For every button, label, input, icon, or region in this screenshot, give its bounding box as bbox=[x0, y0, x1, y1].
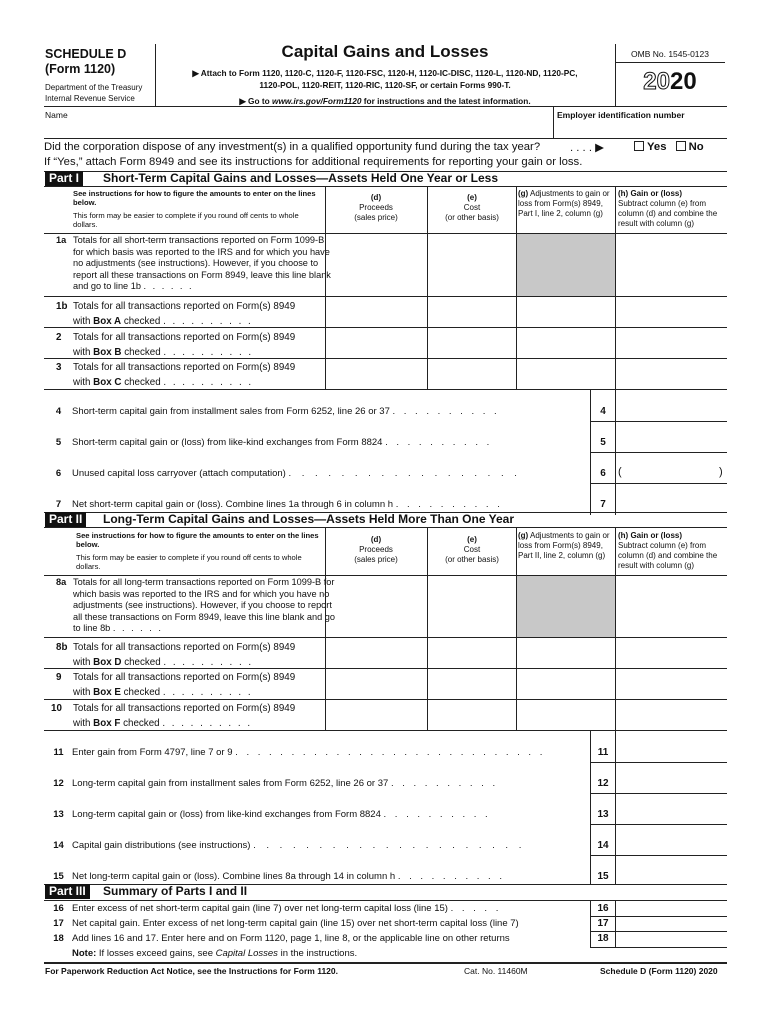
line-8a-shaded bbox=[517, 576, 615, 637]
schedule-title: SCHEDULE D bbox=[45, 47, 127, 61]
ein-label: Employer identification number bbox=[557, 110, 685, 120]
paren-close: ) bbox=[719, 466, 723, 478]
line-17-amount[interactable] bbox=[618, 917, 725, 931]
part1-title: Short-Term Capital Gains and Losses—Assets Held One Year or Less bbox=[103, 171, 499, 185]
line-17: 17 Net capital gain. Enter excess of net long-term capital gain (line 15) over net short-term capital loss (line 7) bbox=[53, 918, 519, 929]
line-10-gain[interactable] bbox=[618, 701, 725, 729]
line-4-amount[interactable] bbox=[618, 401, 725, 421]
part2-title: Long-Term Capital Gains and Losses—Assets Held More Than One Year bbox=[103, 512, 514, 526]
line-10-cost[interactable] bbox=[430, 701, 514, 729]
col-e-header: (e) Cost (or other basis) bbox=[445, 193, 499, 222]
line-1a-gain[interactable] bbox=[618, 236, 725, 294]
paren-open: ( bbox=[618, 466, 622, 478]
dept-irs: Internal Revenue Service bbox=[45, 94, 135, 103]
line-18: 18 Add lines 16 and 17. Enter here and on Form 1120, page 1, line 8, or the applicable line on other returns bbox=[53, 933, 510, 944]
line-8b: 8b Totals for all transactions reported on Form(s) 8949 with Box D checked . . . . . . . . . . bbox=[56, 642, 296, 668]
line-3: 3 Totals for all transactions reported on Form(s) 8949 with Box C checked . . . . . . . . . . bbox=[56, 362, 296, 388]
line-10-proceeds[interactable] bbox=[327, 701, 425, 729]
line-8a: 8a Totals for all long-term transactions reported on Form 1099-B for which basis was reported to the IRS and for which you have no adjustments (see instructions). However, if you choose to report all these transactions on Form 8949, leave this line blank and go to line 8b . . . . . . bbox=[56, 577, 336, 633]
catalog-number: Cat. No. 11460M bbox=[464, 966, 528, 976]
form-reference: (Form 1120) bbox=[45, 62, 116, 76]
line-9-cost[interactable] bbox=[430, 670, 514, 698]
line-6: 6 Unused capital loss carryover (attach computation) . . . . . . . . . . . . . . . . . . bbox=[55, 468, 521, 479]
name-label: Name bbox=[45, 110, 68, 120]
line-11-box: 11 bbox=[597, 747, 609, 758]
line-18-amount[interactable] bbox=[618, 932, 725, 946]
line-9: 9 Totals for all transactions reported on Form(s) 8949 with Box E checked . . . . . . . . . . bbox=[56, 672, 296, 698]
line-14: 14 Capital gain distributions (see instructions) . . . . . . . . . . . . . . . . . . . . . bbox=[53, 840, 526, 851]
line-13: 13 Long-term capital gain or (loss) from like-kind exchanges from Form 8824 . . . . . . . . . . bbox=[53, 809, 491, 820]
qof-dots: . . . . ▶ bbox=[570, 142, 604, 154]
qof-note: If “Yes,” attach Form 8949 and see its instructions for additional requirements for reporting your gain or loss. bbox=[44, 156, 583, 168]
line-7-box: 7 bbox=[600, 499, 606, 510]
line-1a: 1a Totals for all short-term transactions reported on Form 1099-B for which basis was reported to the IRS and for which you have no adjustments (see instructions). However, if you choose to report all these transactions on Form 8949, leave this line blank and go to line 1b . . . . . . bbox=[56, 235, 331, 291]
line-1a-proceeds[interactable] bbox=[327, 236, 425, 294]
line-2-proceeds[interactable] bbox=[327, 329, 425, 357]
ein-field[interactable] bbox=[557, 120, 725, 134]
line-16-box: 16 bbox=[597, 903, 609, 914]
line-2-adjustments[interactable] bbox=[518, 329, 614, 357]
tax-year: 2020 bbox=[643, 68, 697, 95]
line-1b-proceeds[interactable] bbox=[327, 298, 425, 326]
line-3-proceeds[interactable] bbox=[327, 360, 425, 388]
no-label: No bbox=[688, 141, 704, 153]
line-8a-cost[interactable] bbox=[430, 577, 514, 635]
line-2: 2 Totals for all transactions reported on Form(s) 8949 with Box B checked . . . . . . . . . . bbox=[56, 332, 296, 358]
line-2-cost[interactable] bbox=[430, 329, 514, 357]
line-3-adjustments[interactable] bbox=[518, 360, 614, 388]
line-5-box: 5 bbox=[600, 437, 606, 448]
line-16-amount[interactable] bbox=[618, 901, 725, 915]
goto-instructions: ▶ Go to www.irs.gov/Form1120 for instructions and the latest information. bbox=[239, 96, 531, 106]
line-14-box: 14 bbox=[597, 840, 609, 851]
part3-title: Summary of Parts I and II bbox=[103, 884, 248, 898]
line-8b-proceeds[interactable] bbox=[327, 639, 425, 667]
line-5: 5 Short-term capital gain or (loss) from like-kind exchanges from Form 8824 . . . . . . . . . . bbox=[55, 437, 493, 448]
line-11-amount[interactable] bbox=[618, 742, 725, 762]
col-e-header-2: (e) Cost (or other basis) bbox=[445, 535, 499, 564]
line-9-proceeds[interactable] bbox=[327, 670, 425, 698]
line-1b-gain[interactable] bbox=[618, 298, 725, 326]
line-13-amount[interactable] bbox=[618, 804, 725, 824]
col-h-header: (h) Gain or (loss) Subtract column (e) from column (d) and combine the result with column (g) bbox=[618, 189, 718, 228]
yes-checkbox[interactable] bbox=[634, 141, 644, 151]
line-10: 10 Totals for all transactions reported on Form(s) 8949 with Box F checked . . . . . . . . . . bbox=[51, 703, 296, 729]
line-10-adjustments[interactable] bbox=[518, 701, 614, 729]
attach-line-1: ▶ Attach to Form 1120, 1120-C, 1120-F, 1120-FSC, 1120-H, 1120-IC-DISC, 1120-L, 1120-ND, 1120-PC, bbox=[192, 68, 578, 78]
line-13-box: 13 bbox=[597, 809, 609, 820]
line-5-amount[interactable] bbox=[618, 432, 725, 452]
line-1b-cost[interactable] bbox=[430, 298, 514, 326]
line-11: 11 Enter gain from Form 4797, line 7 or 9 . . . . . . . . . . . . . . . . . . . . . . . . . . . . bbox=[53, 747, 546, 758]
line-1a-shaded bbox=[517, 234, 615, 296]
yes-label: Yes bbox=[647, 141, 667, 153]
line-16: 16 Enter excess of net short-term capital gain (line 7) over net long-term capital loss (line 15) . . . . . bbox=[53, 903, 502, 914]
instructions-header: See instructions for how to figure the amounts to enter on the lines below. This form may be easier to complete if you round off cents to whole dollars. bbox=[73, 189, 316, 229]
line-6-amount[interactable] bbox=[624, 463, 716, 483]
line-15-amount[interactable] bbox=[618, 866, 725, 884]
line-1a-cost[interactable] bbox=[430, 236, 514, 294]
line-17-box: 17 bbox=[597, 918, 609, 929]
part2-label: Part II bbox=[45, 512, 86, 527]
irs-link[interactable]: www.irs.gov/Form1120 bbox=[272, 96, 362, 106]
omb-number: OMB No. 1545-0123 bbox=[631, 49, 709, 59]
line-9-gain[interactable] bbox=[618, 670, 725, 698]
col-h-header-2: (h) Gain or (loss) Subtract column (e) from column (d) and combine the result with column (g) bbox=[618, 531, 718, 570]
line-3-cost[interactable] bbox=[430, 360, 514, 388]
line-3-gain[interactable] bbox=[618, 360, 725, 388]
paperwork-notice: For Paperwork Reduction Act Notice, see the Instructions for Form 1120. bbox=[45, 966, 339, 976]
col-d-header-2: (d) Proceeds (sales price) bbox=[354, 535, 398, 564]
line-18-box: 18 bbox=[597, 933, 609, 944]
line-1b: 1b Totals for all transactions reported on Form(s) 8949 with Box A checked . . . . . . . . . . bbox=[56, 301, 296, 327]
line-12-box: 12 bbox=[597, 778, 609, 789]
name-field[interactable] bbox=[45, 120, 550, 134]
line-8a-gain[interactable] bbox=[618, 577, 725, 635]
line-8a-proceeds[interactable] bbox=[327, 577, 425, 635]
no-checkbox[interactable] bbox=[676, 141, 686, 151]
line-15-box: 15 bbox=[597, 871, 609, 882]
line-14-amount[interactable] bbox=[618, 835, 725, 855]
line-1b-adjustments[interactable] bbox=[518, 298, 614, 326]
qof-question: Did the corporation dispose of any investment(s) in a qualified opportunity fund during the tax year? bbox=[44, 141, 541, 153]
qof-answer bbox=[631, 141, 704, 153]
part1-label: Part I bbox=[45, 171, 83, 186]
line-9-adjustments[interactable] bbox=[518, 670, 614, 698]
line-4-box: 4 bbox=[600, 406, 606, 417]
dept-treasury: Department of the Treasury bbox=[45, 83, 143, 92]
part3-label: Part III bbox=[45, 884, 90, 899]
losses-note: Note: If losses exceed gains, see Capital Losses in the instructions. bbox=[72, 948, 358, 959]
line-12-amount[interactable] bbox=[618, 773, 725, 793]
attach-line-2: 1120-POL, 1120-REIT, 1120-RIC, 1120-SF, or certain Forms 990-T. bbox=[259, 80, 511, 90]
form-title: Capital Gains and Losses bbox=[281, 42, 489, 61]
col-g-header-2: (g) Adjustments to gain or loss from Form(s) 8949, Part II, line 2, column (g) bbox=[518, 531, 610, 560]
line-8b-gain[interactable] bbox=[618, 639, 725, 667]
line-7: 7 Net short-term capital gain or (loss). Combine lines 1a through 6 in column h . . . . . . . . . . bbox=[55, 499, 503, 510]
line-2-gain[interactable] bbox=[618, 329, 725, 357]
line-4: 4 Short-term capital gain from installment sales from Form 6252, line 26 or 37 . . . . . . . . . . bbox=[55, 406, 500, 417]
line-7-amount[interactable] bbox=[618, 494, 725, 514]
line-15: 15 Net long-term capital gain or (loss). Combine lines 8a through 14 in column h . . . . . . . . . . bbox=[53, 871, 505, 882]
form-identifier: Schedule D (Form 1120) 2020 bbox=[600, 966, 718, 976]
col-d-header: (d) Proceeds (sales price) bbox=[354, 193, 398, 222]
line-8b-cost[interactable] bbox=[430, 639, 514, 667]
line-12: 12 Long-term capital gain from installment sales from Form 6252, line 26 or 37 . . . . . . . . . . bbox=[53, 778, 499, 789]
instructions-header-2: See instructions for how to figure the amounts to enter on the lines below. This form may be easier to complete if you round off cents to whole dollars. bbox=[76, 531, 319, 571]
col-g-header: (g) Adjustments to gain or loss from Form(s) 8949, Part I, line 2, column (g) bbox=[518, 189, 610, 218]
line-8b-adjustments[interactable] bbox=[518, 639, 614, 667]
line-6-box: 6 bbox=[600, 468, 606, 479]
